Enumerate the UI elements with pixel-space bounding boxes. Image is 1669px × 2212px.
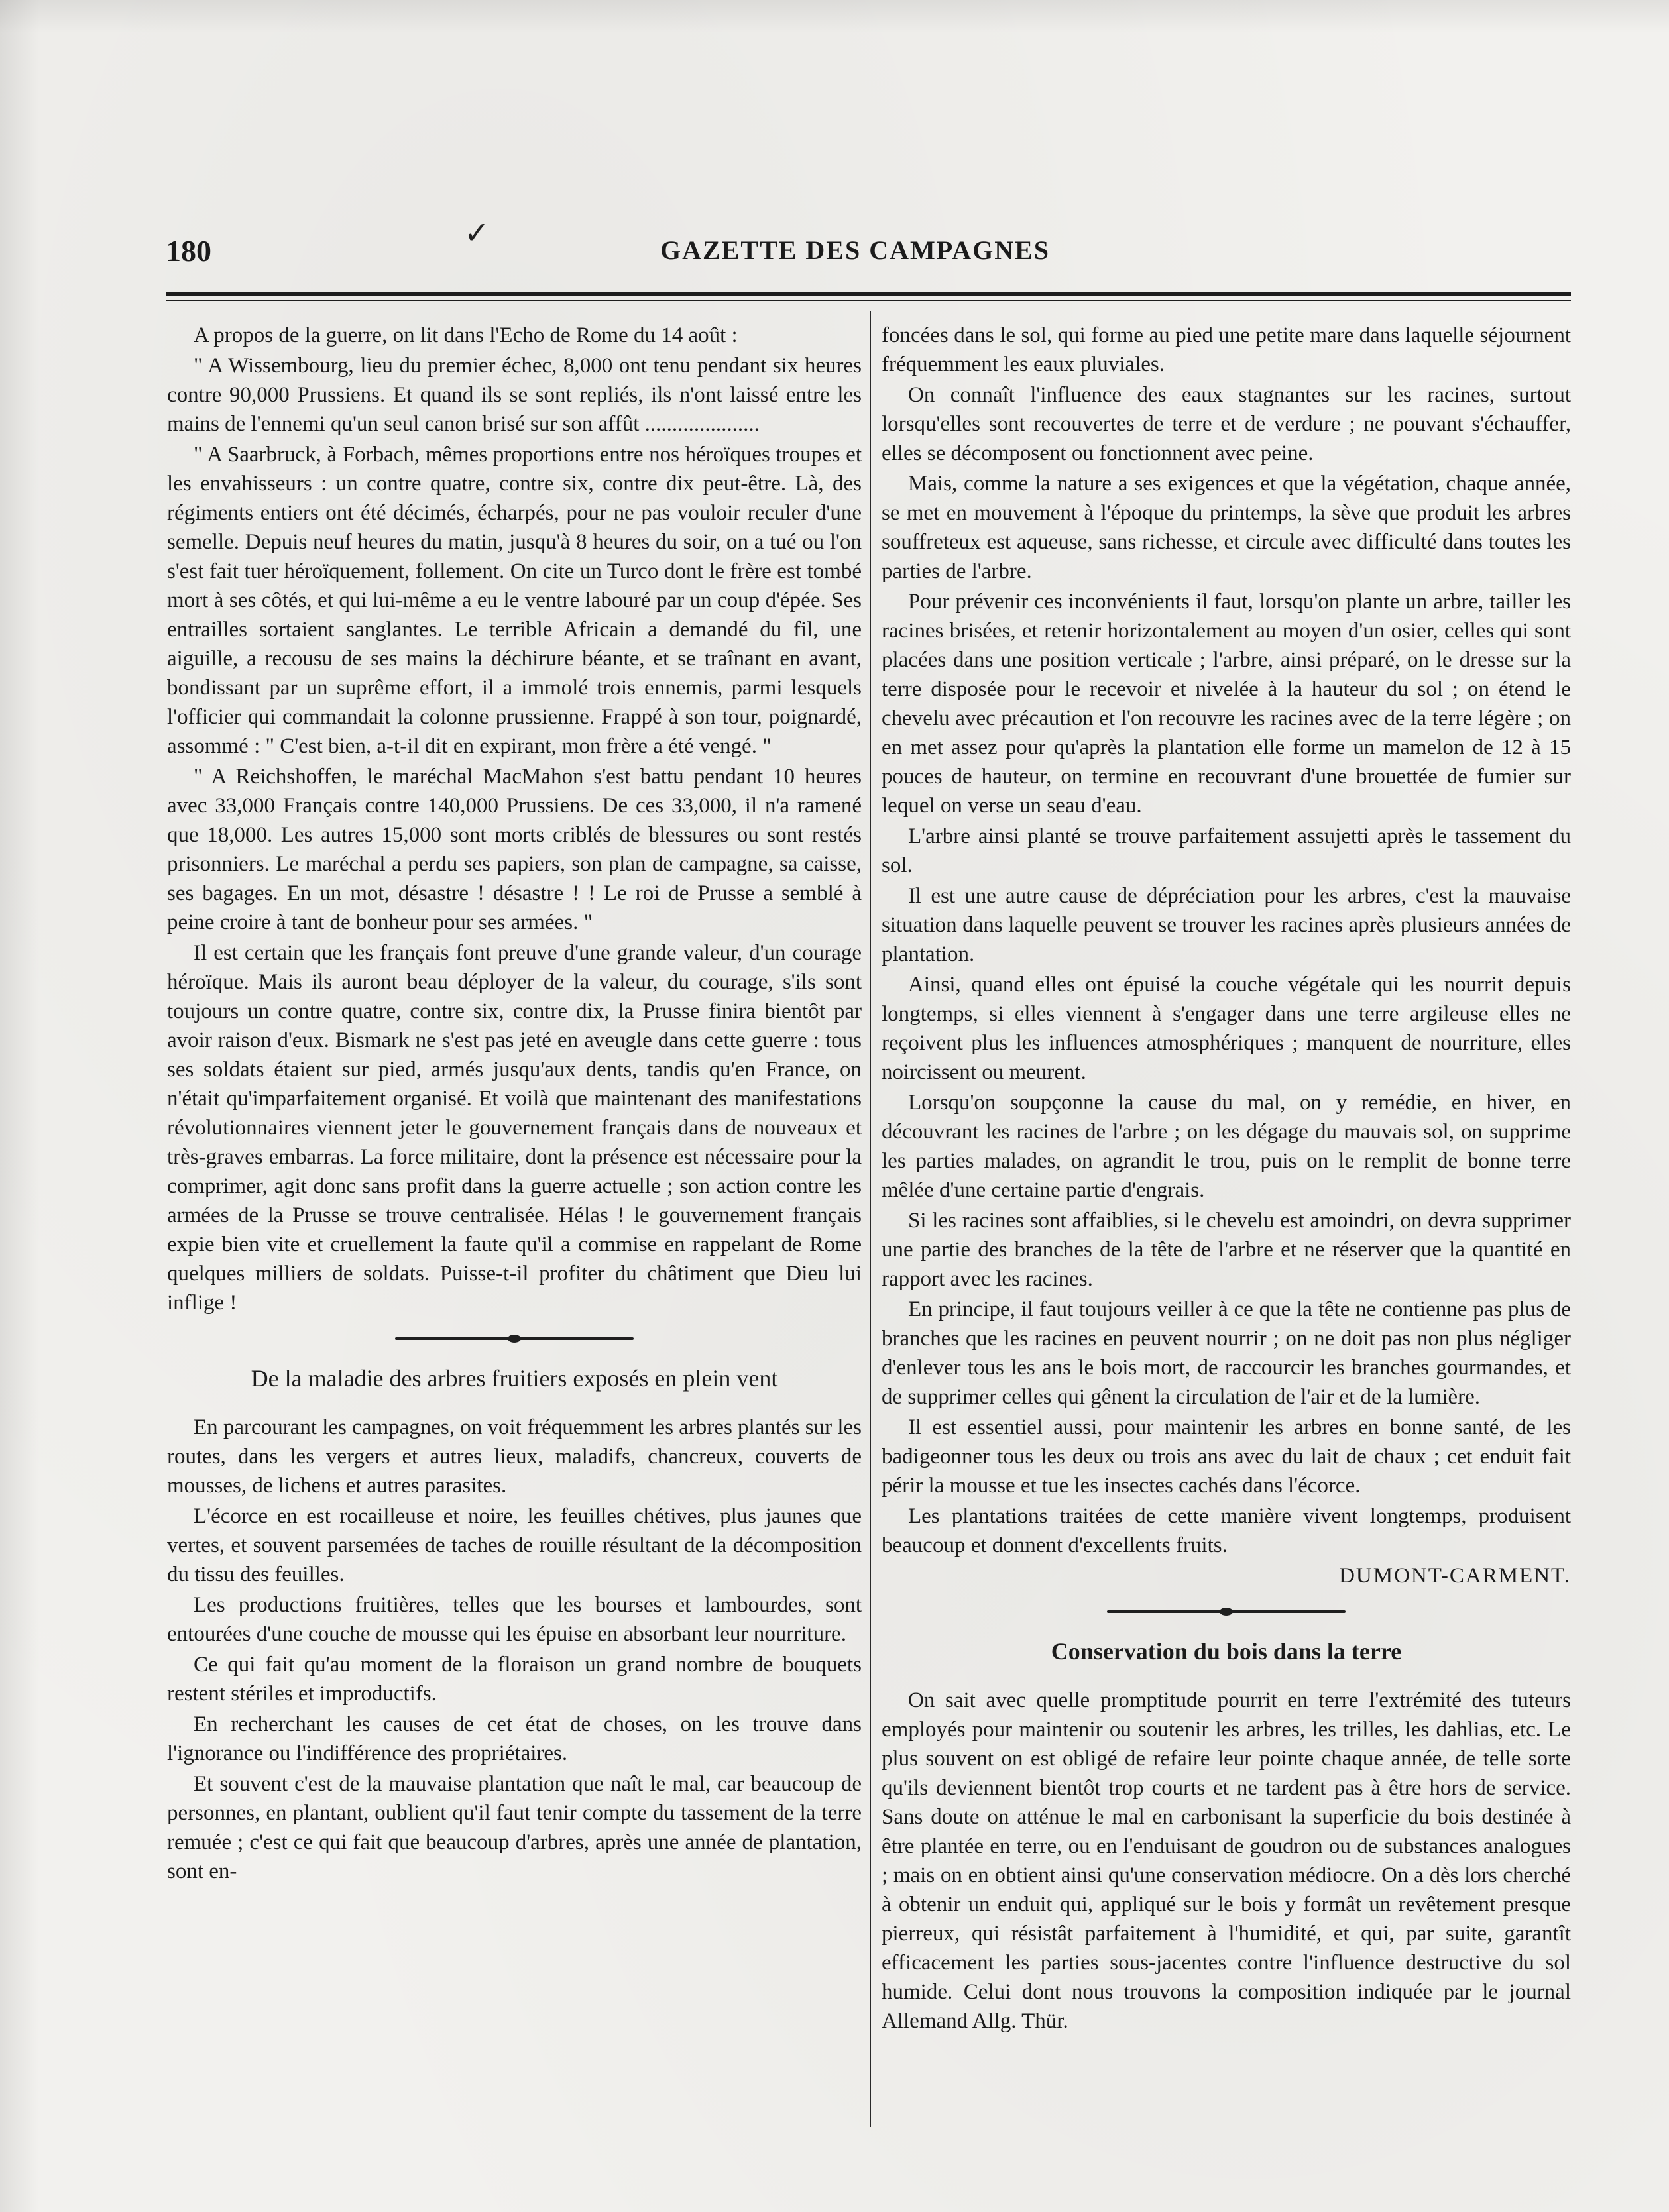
paragraph: A propos de la guerre, on lit dans l'Echo de Rome du 14 août :	[194, 323, 738, 347]
scan-shadow-left	[0, 0, 40, 2212]
author-signature: DUMONT-CARMENT.	[1339, 1564, 1571, 1588]
paragraph: En recherchant les causes de cet état de choses, on les trouve dans l'ignorance ou l'indifférence des propriétaires.	[167, 1712, 862, 1765]
article-title-disease: De la maladie des arbres fruitiers exposés en plein vent	[251, 1365, 778, 1392]
page-number: 180	[166, 234, 211, 268]
section-separator	[1107, 1610, 1346, 1613]
paragraph: Les productions fruitières, telles que les bourses et lambourdes, sont entourées d'une couche de mousse qui les épuise en absorbant leur nourriture.	[167, 1593, 862, 1646]
running-title: GAZETTE DES CAMPAGNES	[660, 235, 1050, 265]
scan-shadow-top	[0, 0, 1669, 33]
paragraph: Et souvent c'est de la mauvaise plantation que naît le mal, car beaucoup de personnes, en plantant, oublient qu'il faut tenir compte du tassement de la terre remuée ; c'est ce qui fait que beaucoup d'arbres, après une année de plantation, sont en-	[167, 1772, 862, 1883]
paragraph: " A Wissembourg, lieu du premier échec, 8,000 ont tenu pendant six heures contre 90,000 Prussiens. Et quand ils se sont repliés, ils n'ont laissé entre les mains de l'ennemi qu'un seul canon brisé sur son affût .....................	[167, 354, 862, 436]
paragraph: " A Saarbruck, à Forbach, mêmes proportions entre nos héroïques troupes et les envahisseurs : un contre quatre, contre six, contre dix peut-être. Là, des régiments entiers ont été décimés, écharpés, pour ne pas vouloir reculer d'une semelle. Depuis neuf heures du matin, jusqu'à 8 heures du soir, on a tué ou l'on s'est fait tuer héroïquement, follement. On cite un Turco dont le frère est tombé mort à ses côtés, et qui lui-même a eu le ventre labouré par un coup d'épée. Ses entrailles sortaient sanglantes. Le terrible Africain a demandé du fil, une aiguille, a recousu de ses mains la déchirure béante, et se traînant en avant, bondissant par un suprême effort, il a immolé trois ennemis, parmi lesquels l'officier qui commandait la colonne prussienne. Frappé à son tour, poignardé, assommé : " C'est bien, a-t-il dit en expirant, mon frère a été vengé. "	[167, 443, 862, 758]
paragraph: Il est une autre cause de dépréciation pour les arbres, c'est la mauvaise situation dans laquelle peuvent se trouver les racines après plusieurs années de plantation.	[882, 884, 1571, 966]
paragraph: Il est essentiel aussi, pour maintenir les arbres en bonne santé, de les badigeonner tous les deux ou trois ans avec du lait de chaux ; cet enduit fait périr la mousse et tue les insectes cachés dans l'écorce.	[882, 1415, 1571, 1498]
right-column	[882, 321, 1571, 2037]
paragraph: En parcourant les campagnes, on voit fréquemment les arbres plantés sur les routes, dans les vergers et autres lieux, maladifs, chancreux, couverts de mousses, de lichens et autres parasites.	[167, 1415, 862, 1498]
paragraph: " A Reichshoffen, le maréchal MacMahon s'est battu pendant 10 heures avec 33,000 Français contre 140,000 Prussiens. De ces 33,000, il n'a ramené que 18,000. Les autres 15,000 sont morts criblés de blessures ou sont restés prisonniers. Le maréchal a perdu ses papiers, son plan de campagne, sa caisse, ses bagages. En un mot, désastre ! désastre ! ! Le roi de Prusse a semblé à peine croire à tant de bonheur pour ses armées. "	[167, 765, 862, 934]
ink-mark: ✓	[464, 216, 490, 250]
column-divider	[870, 311, 871, 2127]
paragraph: L'arbre ainsi planté se trouve parfaitement assujetti après le tassement du sol.	[882, 824, 1571, 877]
header-rule-thick	[166, 292, 1571, 296]
paragraph: Si les racines sont affaiblies, si le chevelu est amoindri, on devra supprimer une partie des branches de la tête de l'arbre et ne réserver que la quantité en rapport avec les racines.	[882, 1209, 1571, 1291]
section-separator	[395, 1337, 634, 1340]
paragraph: Lorsqu'on soupçonne la cause du mal, on y remédie, en hiver, en découvrant les racines de l'arbre ; on les dégage du mauvais sol, on supprime les parties malades, on agrandit le trou, puis on le remplit de bonne terre mêlée d'une certaine partie d'engrais.	[882, 1091, 1571, 1202]
paragraph: Il est certain que les français font preuve d'une grande valeur, d'un courage héroïque. Mais ils auront beau déployer de la valeur, du courage, s'ils sont toujours un contre quatre, contre six, contre dix, la Prusse finira bientôt par avoir raison d'eux. Bismark ne s'est pas jeté en aveugle dans cette guerre : tous ses soldats étaient sur pied, armés jusqu'aux dents, tandis qu'en France, on n'était qu'imparfaitement organisé. Et voilà que maintenant des manifestations révolutionnaires viennent jeter le gouvernement français dans de nouveaux et très-graves embarras. La force militaire, dont la présence est nécessaire pour la comprimer, agit donc sans profit dans la guerre actuelle ; son action contre les armées de la Prusse se trouve centralisée. Hélas ! le gouvernement français expie bien vite et cruellement la faute qu'il a commise en rappelant de Rome quelques milliers de soldats. Puisse-t-il profiter du châtiment que Dieu lui inflige !	[167, 941, 862, 1315]
page-header	[166, 233, 1544, 273]
header-rule-thin	[166, 300, 1571, 301]
article-title-wood: Conservation du bois dans la terre	[1051, 1638, 1402, 1665]
paragraph: Les plantations traitées de cette manière vivent longtemps, produisent beaucoup et donnent d'excellents fruits.	[882, 1504, 1571, 1557]
paragraph-continued: foncées dans le sol, qui forme au pied une petite mare dans laquelle séjournent fréquemment les eaux pluviales.	[882, 323, 1571, 376]
paragraph: L'écorce en est rocailleuse et noire, les feuilles chétives, plus jaunes que vertes, et souvent parsemées de taches de rouille résultant de la décomposition du tissu des feuilles.	[167, 1504, 862, 1586]
paragraph: Pour prévenir ces inconvénients il faut, lorsqu'on plante un arbre, tailler les racines brisées, et retenir horizontalement au moyen d'un osier, celles qui sont placées dans une position verticale ; l'arbre, ainsi préparé, on le dresse sur la terre disposée pour le recevoir et nivelée à la hauteur du sol ; on étend le chevelu avec précaution et l'on recouvre les racines avec de la terre légère ; on en met assez pour qu'après la plantation elle forme un mamelon de 12 à 15 pouces de hauteur, on termine en recouvrant d'une brouettée de fumier sur lequel on verse un seau d'eau.	[882, 590, 1571, 818]
paragraph: On sait avec quelle promptitude pourrit en terre l'extrémité des tuteurs employés pour maintenir ou soutenir les arbres, les trilles, les dahlias, etc. Le plus souvent on est obligé de refaire leur pointe chaque année, de telle sorte qu'ils deviennent bientôt trop courts et ne tardent pas à être hors de service. Sans doute on atténue le mal en carbonisant la superficie du bois destinée à être plantée en terre, ou en l'enduisant de goudron ou de substances analogues ; mais on en obtient ainsi qu'une conservation médiocre. On a dès lors cherché à obtenir un enduit qui, appliqué sur le bois y formât un revêtement presque pierreux, qui résistât parfaitement à l'humidité, et qui, par suite, garantît efficacement les parties sous-jacentes contre l'influence destructive du sol humide. Celui dont nous trouvons la composition indiquée par le journal Allemand Allg. Thür.	[882, 1688, 1571, 2033]
paragraph: Ainsi, quand elles ont épuisé la couche végétale qui les nourrit depuis longtemps, si elles viennent à s'engager dans une terre argileuse elles ne reçoivent plus les influences atmosphériques ; manquent de nourriture, elles noircissent ou meurent.	[882, 973, 1571, 1084]
left-column	[167, 321, 862, 1887]
paragraph: Mais, comme la nature a ses exigences et que la végétation, chaque année, se met en mouvement à l'époque du printemps, la sève que produit les arbres souffreteux est aqueuse, sans richesse, et circule avec difficulté dans toutes les parties de l'arbre.	[882, 472, 1571, 583]
paragraph: On connaît l'influence des eaux stagnantes sur les racines, surtout lorsqu'elles sont recouvertes de terre et de verdure ; ne pouvant s'échauffer, elles se décomposent ou fonctionnent avec peine.	[882, 383, 1571, 465]
paragraph: Ce qui fait qu'au moment de la floraison un grand nombre de bouquets restent stériles et improductifs.	[167, 1653, 862, 1706]
paragraph: En principe, il faut toujours veiller à ce que la tête ne contienne pas plus de branches que les racines en peuvent nourrir ; on ne doit pas non plus négliger d'enlever tous les ans le bois mort, de raccourcir les branches gourmandes, et de supprimer celles qui gênent la circulation de l'air et de la lumière.	[882, 1298, 1571, 1409]
